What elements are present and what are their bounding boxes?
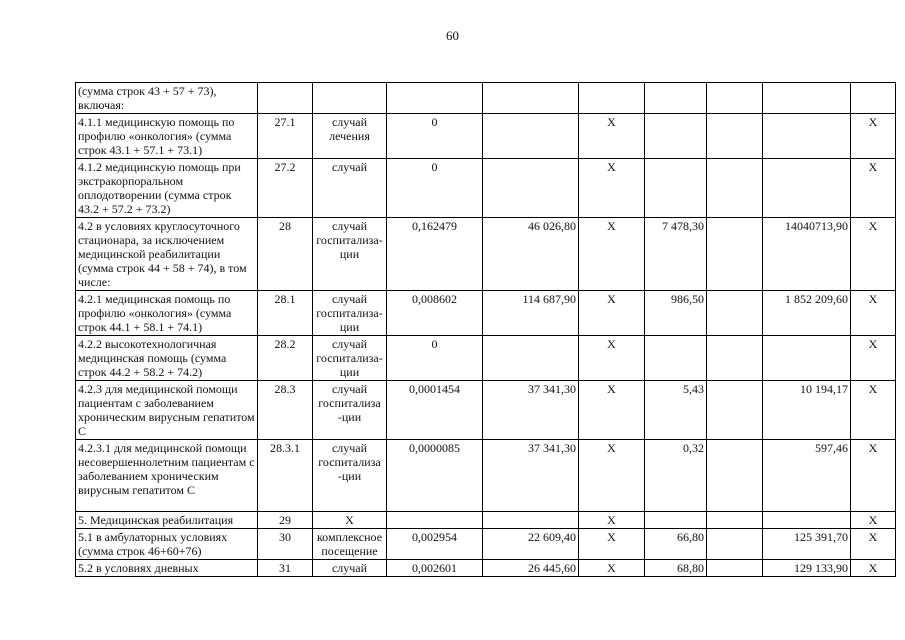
row-mark2-cell: X	[851, 218, 896, 291]
row-sum-cell: 14040713,90	[763, 218, 851, 291]
row-cost-cell: 37 341,30	[483, 440, 579, 512]
row-code-cell: 28.1	[258, 291, 313, 336]
row-cost-cell	[483, 159, 579, 218]
row-extra-cell	[707, 291, 763, 336]
row-per-capita-cell: 68,80	[645, 560, 707, 577]
row-sum-cell	[763, 512, 851, 529]
row-norm-cell	[387, 512, 483, 529]
row-name-cell: 5. Медицинская реабилитация	[76, 512, 258, 529]
table-row	[76, 512, 896, 529]
row-per-capita-cell	[645, 159, 707, 218]
row-sum-cell: 129 133,90	[763, 560, 851, 577]
row-extra-cell	[707, 114, 763, 159]
row-code-cell: 30	[258, 529, 313, 560]
row-mark-cell: X	[579, 381, 645, 440]
row-cost-cell: 114 687,90	[483, 291, 579, 336]
table-row	[76, 83, 896, 114]
row-mark-cell: X	[579, 218, 645, 291]
row-cost-cell	[483, 336, 579, 381]
table-row	[76, 159, 896, 218]
row-unit-cell	[313, 83, 387, 114]
row-sum-cell	[763, 83, 851, 114]
row-mark-cell: X	[579, 336, 645, 381]
row-sum-cell	[763, 159, 851, 218]
table-row	[76, 560, 896, 577]
table-row	[76, 529, 896, 560]
row-extra-cell	[707, 560, 763, 577]
row-name-cell: 4.1.2 медицинскую помощь при экстракорпоральном оплодотворении (сумма строк 43.2 + 57.2 + 73.2)	[76, 159, 258, 218]
row-unit-cell: случай госпитализа-ции	[313, 336, 387, 381]
row-unit-cell: случай госпитализа-ции	[313, 218, 387, 291]
row-cost-cell: 22 609,40	[483, 529, 579, 560]
row-mark2-cell: X	[851, 512, 896, 529]
row-unit-cell: случай госпитализа-ции	[313, 291, 387, 336]
row-code-cell: 27.2	[258, 159, 313, 218]
row-norm-cell: 0,0000085	[387, 440, 483, 512]
row-unit-cell: случай	[313, 159, 387, 218]
row-per-capita-cell	[645, 336, 707, 381]
row-per-capita-cell	[645, 83, 707, 114]
table-row	[76, 440, 896, 512]
row-sum-cell	[763, 114, 851, 159]
row-code-cell: 27.1	[258, 114, 313, 159]
row-name-cell: 4.2.2 высокотехнологичная медицинская помощь (сумма строк 44.2 + 58.2 + 74.2)	[76, 336, 258, 381]
table-row	[76, 114, 896, 159]
row-name-cell: 4.2.3.1 для медицинской помощи несовершеннолетним пациентам с заболеванием хроническим вирусным гепатитом С	[76, 440, 258, 512]
row-cost-cell: 26 445,60	[483, 560, 579, 577]
row-extra-cell	[707, 159, 763, 218]
row-mark2-cell: X	[851, 560, 896, 577]
row-code-cell: 28	[258, 218, 313, 291]
row-mark2-cell: X	[851, 336, 896, 381]
row-extra-cell	[707, 381, 763, 440]
row-cost-cell	[483, 114, 579, 159]
row-mark2-cell: X	[851, 291, 896, 336]
row-mark-cell: X	[579, 114, 645, 159]
row-mark-cell: X	[579, 440, 645, 512]
row-per-capita-cell: 66,80	[645, 529, 707, 560]
row-extra-cell	[707, 218, 763, 291]
row-norm-cell: 0	[387, 114, 483, 159]
row-per-capita-cell: 0,32	[645, 440, 707, 512]
row-unit-cell: комплексное посещение	[313, 529, 387, 560]
row-extra-cell	[707, 512, 763, 529]
row-sum-cell: 597,46	[763, 440, 851, 512]
row-name-cell: 5.1 в амбулаторных условиях (сумма строк 46+60+76)	[76, 529, 258, 560]
row-unit-cell: случай	[313, 560, 387, 577]
row-norm-cell: 0,008602	[387, 291, 483, 336]
table-row	[76, 291, 896, 336]
row-mark-cell: X	[579, 560, 645, 577]
row-per-capita-cell: 5,43	[645, 381, 707, 440]
row-name-cell: (сумма строк 43 + 57 + 73), включая:	[76, 83, 258, 114]
row-sum-cell: 1 852 209,60	[763, 291, 851, 336]
row-code-cell: 28.3.1	[258, 440, 313, 512]
row-mark2-cell: X	[851, 159, 896, 218]
row-code-cell: 28.2	[258, 336, 313, 381]
row-norm-cell: 0,002954	[387, 529, 483, 560]
row-code-cell: 29	[258, 512, 313, 529]
row-code-cell: 31	[258, 560, 313, 577]
row-unit-cell: случай лечения	[313, 114, 387, 159]
row-mark-cell: X	[579, 529, 645, 560]
row-mark2-cell	[851, 83, 896, 114]
row-unit-cell: случай госпитализа -ции	[313, 440, 387, 512]
row-per-capita-cell: 986,50	[645, 291, 707, 336]
row-mark2-cell: X	[851, 440, 896, 512]
row-mark-cell	[579, 83, 645, 114]
row-sum-cell: 125 391,70	[763, 529, 851, 560]
row-norm-cell: 0,0001454	[387, 381, 483, 440]
row-norm-cell: 0	[387, 159, 483, 218]
row-extra-cell	[707, 83, 763, 114]
row-cost-cell: 37 341,30	[483, 381, 579, 440]
table-row	[76, 336, 896, 381]
row-mark2-cell: X	[851, 529, 896, 560]
row-name-cell: 4.1.1 медицинскую помощь по профилю «онкология» (сумма строк 43.1 + 57.1 + 73.1)	[76, 114, 258, 159]
row-code-cell: 28.3	[258, 381, 313, 440]
table-row	[76, 218, 896, 291]
row-cost-cell	[483, 83, 579, 114]
row-unit-cell: случай госпитализа -ции	[313, 381, 387, 440]
row-extra-cell	[707, 529, 763, 560]
row-name-cell: 4.2.3 для медицинской помощи пациентам с заболеванием хроническим вирусным гепатитом С	[76, 381, 258, 440]
row-unit-cell: X	[313, 512, 387, 529]
row-norm-cell	[387, 83, 483, 114]
row-sum-cell	[763, 336, 851, 381]
row-per-capita-cell	[645, 114, 707, 159]
row-mark-cell: X	[579, 159, 645, 218]
row-cost-cell	[483, 512, 579, 529]
row-norm-cell: 0	[387, 336, 483, 381]
row-mark2-cell: X	[851, 114, 896, 159]
row-code-cell	[258, 83, 313, 114]
row-per-capita-cell	[645, 512, 707, 529]
row-per-capita-cell: 7 478,30	[645, 218, 707, 291]
row-mark2-cell: X	[851, 381, 896, 440]
page-number: 60	[446, 28, 459, 43]
row-name-cell: 4.2.1 медицинская помощь по профилю «онкология» (сумма строк 44.1 + 58.1 + 74.1)	[76, 291, 258, 336]
row-norm-cell: 0,002601	[387, 560, 483, 577]
row-sum-cell: 10 194,17	[763, 381, 851, 440]
row-cost-cell: 46 026,80	[483, 218, 579, 291]
row-extra-cell	[707, 336, 763, 381]
row-name-cell: 4.2 в условиях круглосуточного стационара, за исключением медицинской реабилитации (сумма строк 44 + 58 + 74), в том числе:	[76, 218, 258, 291]
row-mark-cell: X	[579, 291, 645, 336]
row-extra-cell	[707, 440, 763, 512]
row-mark-cell: X	[579, 512, 645, 529]
program-table	[75, 82, 896, 577]
row-norm-cell: 0,162479	[387, 218, 483, 291]
table-row	[76, 381, 896, 440]
row-name-cell: 5.2 в условиях дневных	[76, 560, 258, 577]
